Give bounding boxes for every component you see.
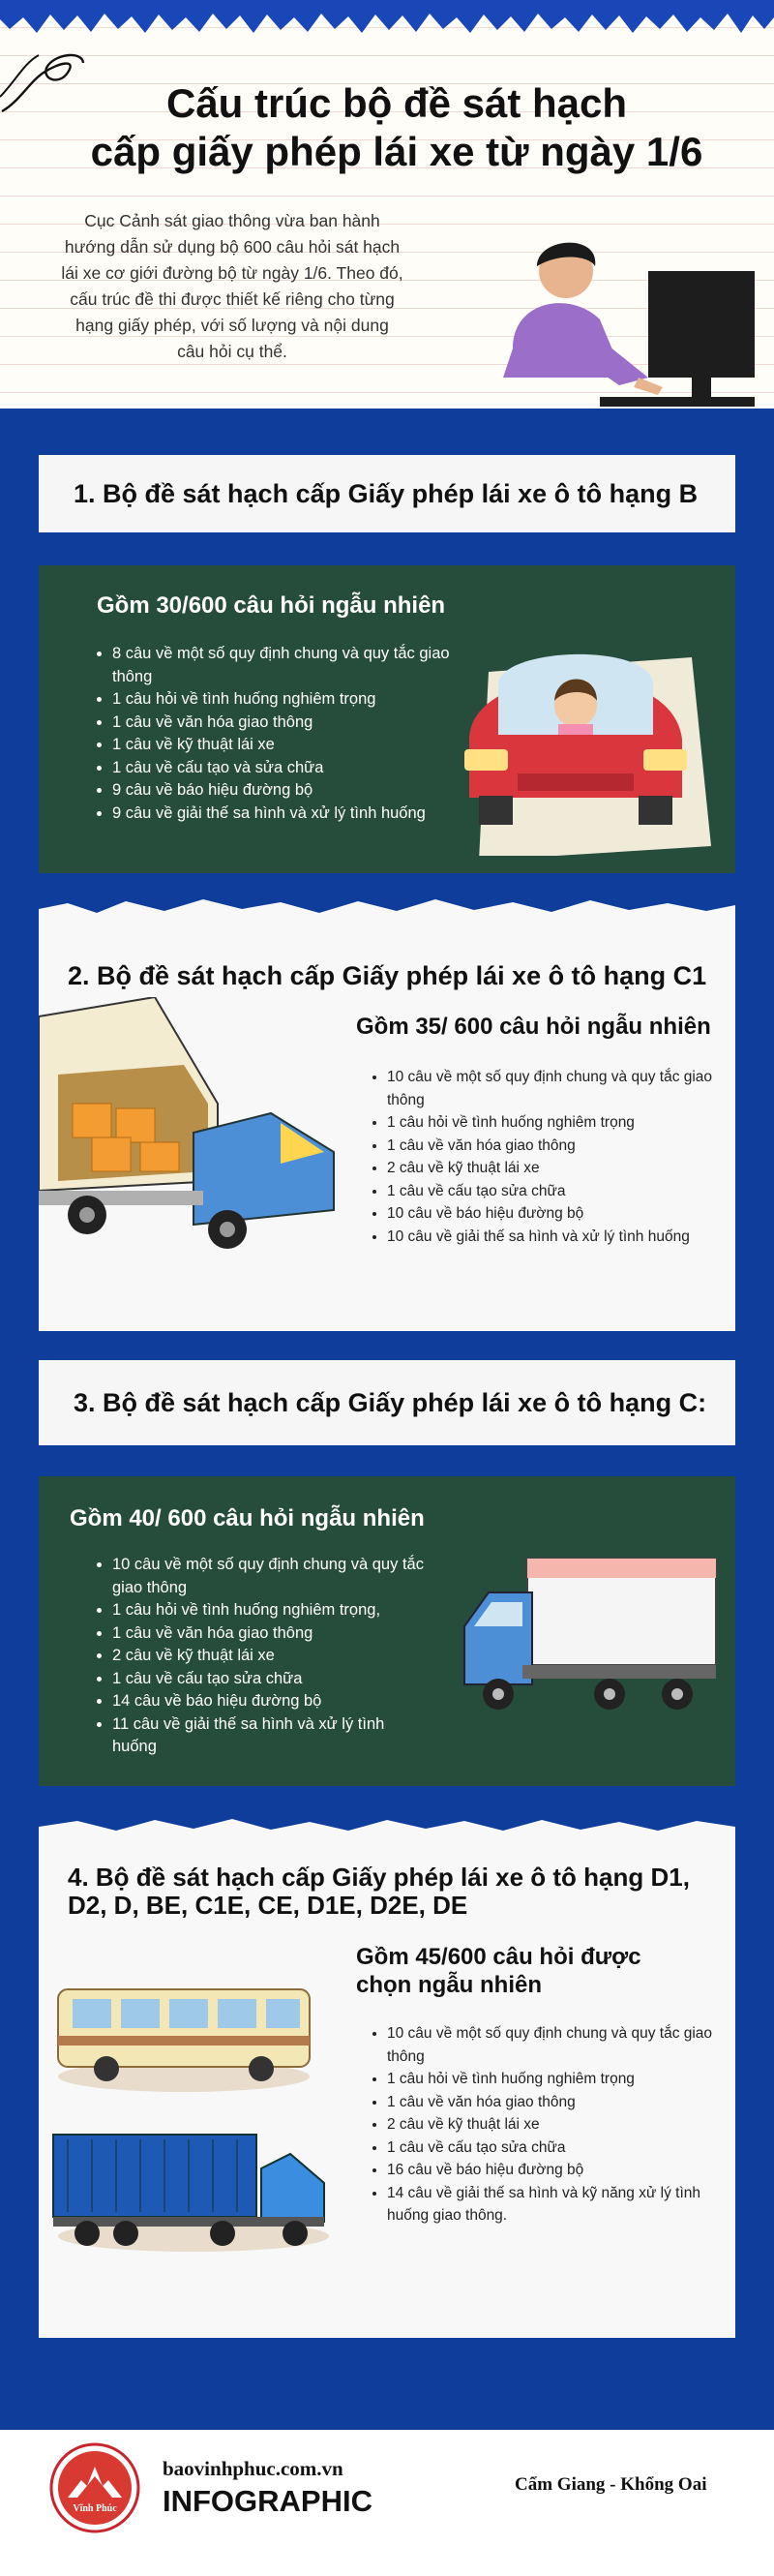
- title-line-2: cấp giấy phép lái xe từ ngày 1/6: [90, 129, 703, 174]
- list-item: • 14 câu về báo hiệu đường bộ: [112, 1690, 432, 1713]
- list-item: • 1 câu hỏi về tình huống nghiêm trọng,: [112, 1599, 432, 1622]
- bus-and-container-truck-illustration: [48, 1980, 339, 2270]
- list-item: • 1 câu hỏi về tình huống nghiêm trọng: [387, 2068, 735, 2091]
- section-4-title-line-2: D2, D, BE, C1E, CE, D1E, D2E, DE: [68, 1891, 468, 1920]
- list-item: • 9 câu về giải thế sa hình và xử lý tình huống: [112, 803, 490, 826]
- section-3-card: [39, 1476, 735, 1786]
- list-item: • 1 câu về văn hóa giao thông: [112, 1622, 432, 1646]
- section-4-title-line-1: 4. Bộ đề sát hạch cấp Giấy phép lái xe ô tô hạng D1,: [68, 1863, 690, 1892]
- list-item: • 1 câu về cấu tạo và sửa chữa: [112, 757, 490, 780]
- person-at-computer-illustration: [455, 232, 774, 426]
- list-item: • 1 câu về cấu tạo sửa chữa: [387, 2137, 735, 2160]
- intro-line: câu hỏi cụ thể.: [177, 342, 287, 361]
- list-item: • 10 câu về một số quy định chung và quy tắc giao thông: [387, 2022, 735, 2068]
- intro-line: hạng giấy phép, với số lượng và nội dung: [75, 316, 389, 335]
- authors: Cẩm Giang - Khổng Oai: [515, 2474, 707, 2495]
- section-1-subtitle: Gồm 30/600 câu hỏi ngẫu nhiên: [97, 592, 446, 619]
- section-1-title-bar: [39, 455, 735, 532]
- list-item: • 2 câu về kỹ thuật lái xe: [387, 1157, 735, 1180]
- section-4-subtitle-line-2: chọn ngẫu nhiên: [356, 1972, 542, 1998]
- intro-line: cấu trúc đề thi được thiết kế riêng cho từng: [70, 289, 395, 309]
- intro-line: hướng dẫn sử dụng bộ 600 câu hỏi sát hạch: [64, 237, 401, 257]
- title-line-1: Cấu trúc bộ đề sát hạch: [165, 80, 628, 126]
- list-item: • 1 câu về văn hóa giao thông: [387, 2091, 735, 2114]
- torn-paper-edge: [39, 894, 735, 923]
- pink-truck-illustration: [455, 1554, 721, 1728]
- brand-infographic: INFOGRAPHIC: [163, 2484, 372, 2518]
- logo-text: Vĩnh Phúc: [73, 2503, 117, 2514]
- vinh-phuc-logo: [48, 2441, 141, 2534]
- site-url: baovinhphuc.com.vn: [163, 2457, 343, 2480]
- list-item: • 10 câu về một số quy định chung và quy tắc giao thông: [112, 1554, 432, 1599]
- list-item: • 2 câu về kỹ thuật lái xe: [387, 2113, 735, 2137]
- header: [0, 0, 774, 409]
- section-3-question-list: [91, 1554, 432, 1759]
- list-item: • 1 câu về văn hóa giao thông: [112, 712, 490, 735]
- intro-paragraph: [39, 208, 426, 365]
- list-item: • 8 câu về một số quy định chung và quy tắc giao thông: [112, 643, 490, 688]
- list-item: • 1 câu về cấu tạo sửa chữa: [112, 1668, 432, 1691]
- section-4-panel: [39, 1834, 735, 2338]
- section-3-title-bar: [39, 1360, 735, 1445]
- section-3-subtitle: Gồm 40/ 600 câu hỏi ngẫu nhiên: [70, 1505, 425, 1531]
- section-1-question-list: [91, 643, 490, 825]
- list-item: • 16 câu về báo hiệu đường bộ: [387, 2159, 735, 2182]
- intro-line: lái xe cơ giới đường bộ từ ngày 1/6. Theo đó,: [61, 263, 403, 283]
- section-1-card: [39, 565, 735, 873]
- zigzag-border: [0, 0, 774, 39]
- list-item: • 10 câu về báo hiệu đường bộ: [387, 1202, 735, 1226]
- list-item: • 1 câu về cấu tạo sửa chữa: [387, 1180, 735, 1203]
- intro-line: Cục Cảnh sát giao thông vừa ban hành: [84, 211, 380, 230]
- section-1-title: 1. Bộ đề sát hạch cấp Giấy phép lái xe ô tô hạng B: [74, 478, 699, 508]
- section-4-subtitle-line-1: Gồm 45/600 câu hỏi được: [356, 1944, 641, 1970]
- section-3-title: 3. Bộ đề sát hạch cấp Giấy phép lái xe ô tô hạng C:: [74, 1387, 707, 1417]
- section-2-question-list: [366, 1066, 735, 1248]
- list-item: • 14 câu về giải thế sa hình và kỹ năng xử lý tình huống giao thông.: [387, 2182, 735, 2227]
- list-item: • 11 câu về giải thế sa hình và xử lý tình huống: [112, 1713, 432, 1759]
- section-4-subtitle: [356, 1943, 641, 1999]
- list-item: • 1 câu hỏi về tình huống nghiêm trọng: [387, 1111, 735, 1135]
- section-4-question-list: [366, 2022, 735, 2227]
- page-title: [77, 79, 716, 176]
- torn-paper-edge: [39, 1815, 735, 1840]
- list-item: • 1 câu về văn hóa giao thông: [387, 1135, 735, 1158]
- red-car-illustration: [450, 604, 735, 856]
- section-2-panel: [39, 915, 735, 1331]
- list-item: • 10 câu về một số quy định chung và quy tắc giao thông: [387, 1066, 735, 1111]
- section-2-subtitle: Gồm 35/ 600 câu hỏi ngẫu nhiên: [356, 1014, 711, 1040]
- list-item: • 1 câu về kỹ thuật lái xe: [112, 734, 490, 757]
- section-2-title: 2. Bộ đề sát hạch cấp Giấy phép lái xe ô tô hạng C1: [68, 961, 707, 990]
- section-4-title: [68, 1864, 690, 1920]
- list-item: • 1 câu hỏi về tình huống nghiêm trọng: [112, 688, 490, 712]
- list-item: • 9 câu về báo hiệu đường bộ: [112, 779, 490, 803]
- cargo-truck-illustration: [39, 997, 368, 1288]
- list-item: • 10 câu về giải thế sa hình và xử lý tình huống: [387, 1226, 735, 1249]
- swirl-doodle: [0, 44, 87, 121]
- list-item: • 2 câu về kỹ thuật lái xe: [112, 1645, 432, 1668]
